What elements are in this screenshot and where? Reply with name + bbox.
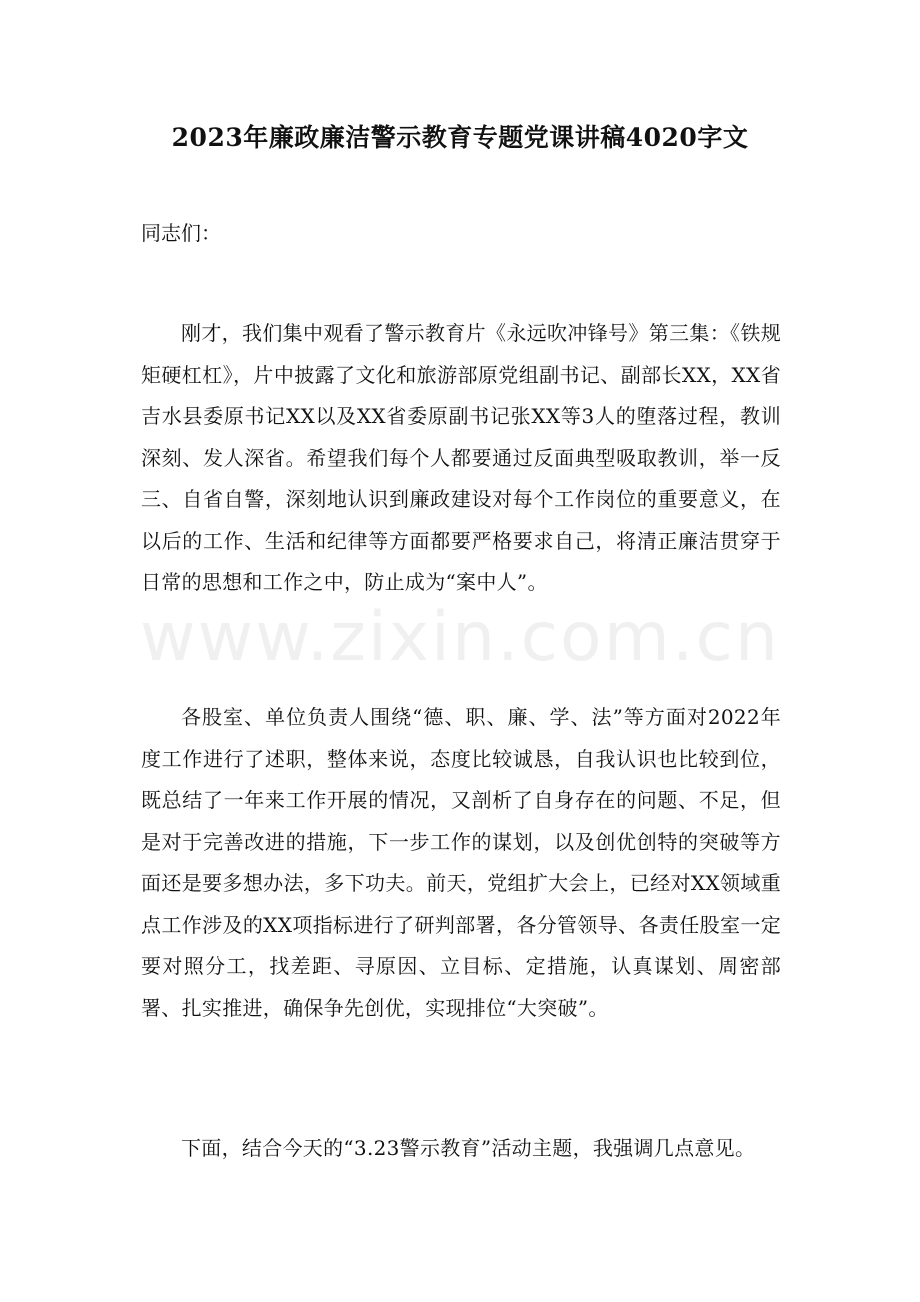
salutation: 同志们： <box>141 221 221 245</box>
watermark-text: www.zixin.com.cn <box>140 598 780 677</box>
paragraph-3: 下面，结合今天的“3.23警示教育”活动主题，我强调几点意见。 <box>181 1136 756 1160</box>
document-title: 2023年廉政廉洁警示教育专题党课讲稿4020字文 <box>171 123 749 152</box>
paragraph-2: 各股室、单位负责人围绕“德、职、廉、学、法”等方面对2022年度工作进行了述职，整体来说，态度比较诚恳，自我认识也比较到位，既总结了一年来工作开展的情况，又剖析了自身存在的问题、不足，但是对于完善改进的措施，下一步工作的谋划，以及创优创特的突破等方面还是要多想办法，多下功夫。前天，党组扩大会上，已经对XX领域重点工作涉及的XX项指标进行了研判部署，各分管领导、各责任股室一定要对照分工，找差距、寻原因、立目标、定措施，认真谋划、周密部署、扎实推进，确保争先创优，实现排位“大突破”。 <box>141 705 781 1020</box>
paragraph-1: 刚才，我们集中观看了警示教育片《永远吹冲锋号》第三集：《铁规矩硬杠杠》，片中披露了文化和旅游部原党组副书记、副部长XX，XX省吉水县委原书记XX以及XX省委原副书记张XX等3人的堕落过程，教训深刻、发人深省。希望我们每个人都要通过反面典型吸取教训，举一反三、自省自警，深刻地认识到廉政建设对每个工作岗位的重要意义，在以后的工作、生活和纪律等方面都要严格要求自己，将清正廉洁贯穿于日常的思想和工作之中，防止成为“案中人”。 <box>141 321 781 594</box>
